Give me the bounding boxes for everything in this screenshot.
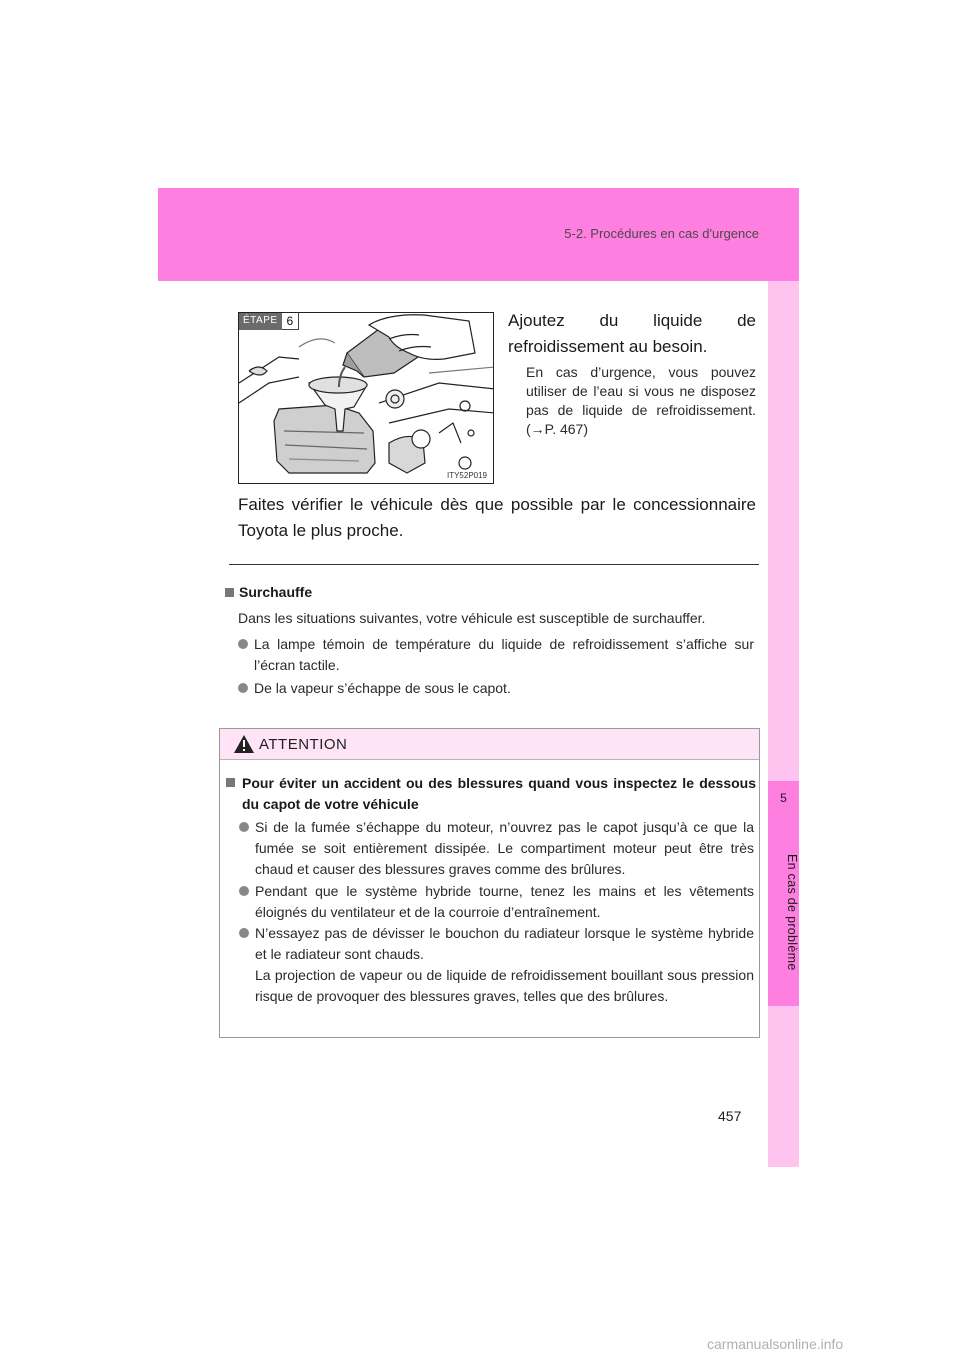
chapter-number: 5 (780, 791, 787, 805)
overheat-bullet-text: La lampe témoin de température du liquide de refroidissement s’affiche sur l’écran tactile. (254, 636, 754, 673)
header-title: 5-2. Procédures en cas d'urgence (564, 226, 759, 241)
section-title-text: Surchauffe (239, 584, 313, 600)
warning-bullet-text: N’essayez pas de dévisser le bouchon du radiateur lorsque le système hybride et le radiateur sont chauds. (255, 925, 754, 962)
watermark[interactable]: carmanualsonline.info (707, 1336, 844, 1352)
header-band (158, 188, 799, 281)
overheat-bullet (238, 678, 754, 699)
step-word: ÉTAPE (239, 313, 282, 330)
warning-bullet (239, 881, 754, 923)
warning-subtitle (226, 773, 756, 815)
warning-bullet-text: La projection de vapeur ou de liquide de refroidissement bouillant sous pression risque de provoquer des blessures graves, telles que des brûlures. (255, 967, 754, 1004)
overheat-bullet (238, 634, 754, 676)
section-intro: Dans les situations suivantes, votre véhicule est susceptible de surchauffer. (238, 610, 706, 626)
overheat-bullet-text: De la vapeur s’échappe de sous le capot. (254, 680, 511, 696)
coolant-illustration (238, 312, 494, 484)
step-note: En cas d’urgence, vous pouvez utiliser de l’eau si vous ne disposez pas de liquide de refroidissement. (→P. 467) (526, 364, 756, 437)
square-bullet-icon (225, 588, 234, 597)
warning-box (219, 728, 760, 1038)
side-strip (768, 281, 799, 1167)
figure-code: ITY52P019 (446, 471, 487, 480)
chapter-tab[interactable] (768, 781, 799, 1006)
square-bullet-icon (226, 778, 235, 787)
step-instruction: Ajoutez du liquide de refroidissement au besoin. (508, 311, 756, 356)
divider (229, 564, 759, 565)
section-title (225, 584, 312, 600)
bullet-dot-icon (239, 886, 249, 896)
step-number: 6 (282, 313, 300, 330)
warning-triangle-icon (233, 734, 255, 754)
warning-title: ATTENTION (259, 736, 348, 753)
warning-bullet-text: Pendant que le système hybride tourne, tenez les mains et les vêtements éloignés du ventilateur et de la courroie d’entraînement. (255, 883, 754, 920)
warning-bullet (239, 923, 754, 965)
warning-subtitle-text: Pour éviter un accident ou des blessures quand vous inspectez le dessous du capot de votre véhicule (242, 775, 756, 812)
bullet-dot-icon (239, 822, 249, 832)
step-badge (239, 313, 299, 330)
bullet-dot-icon (238, 639, 248, 649)
warning-bullet (239, 817, 754, 880)
bullet-dot-icon (239, 928, 249, 938)
page-number: 457 (718, 1108, 742, 1124)
chapter-label: En cas de problème (785, 853, 799, 971)
bullet-dot-icon (238, 683, 248, 693)
warning-bullet-continuation (239, 965, 754, 1007)
warning-bullet-text: Si de la fumée s’échappe du moteur, n’ouvrez pas le capot jusqu’à ce que la fumée se soit entièrement dissipée. Le compartiment moteur peut être très chaud et causer des blessures graves comme des brûlures. (255, 819, 754, 877)
warning-header (220, 729, 759, 760)
closing-paragraph: Faites vérifier le véhicule dès que possible par le concessionnaire Toyota le plus proche. (238, 495, 756, 540)
pouring-coolant-drawing (239, 313, 494, 484)
